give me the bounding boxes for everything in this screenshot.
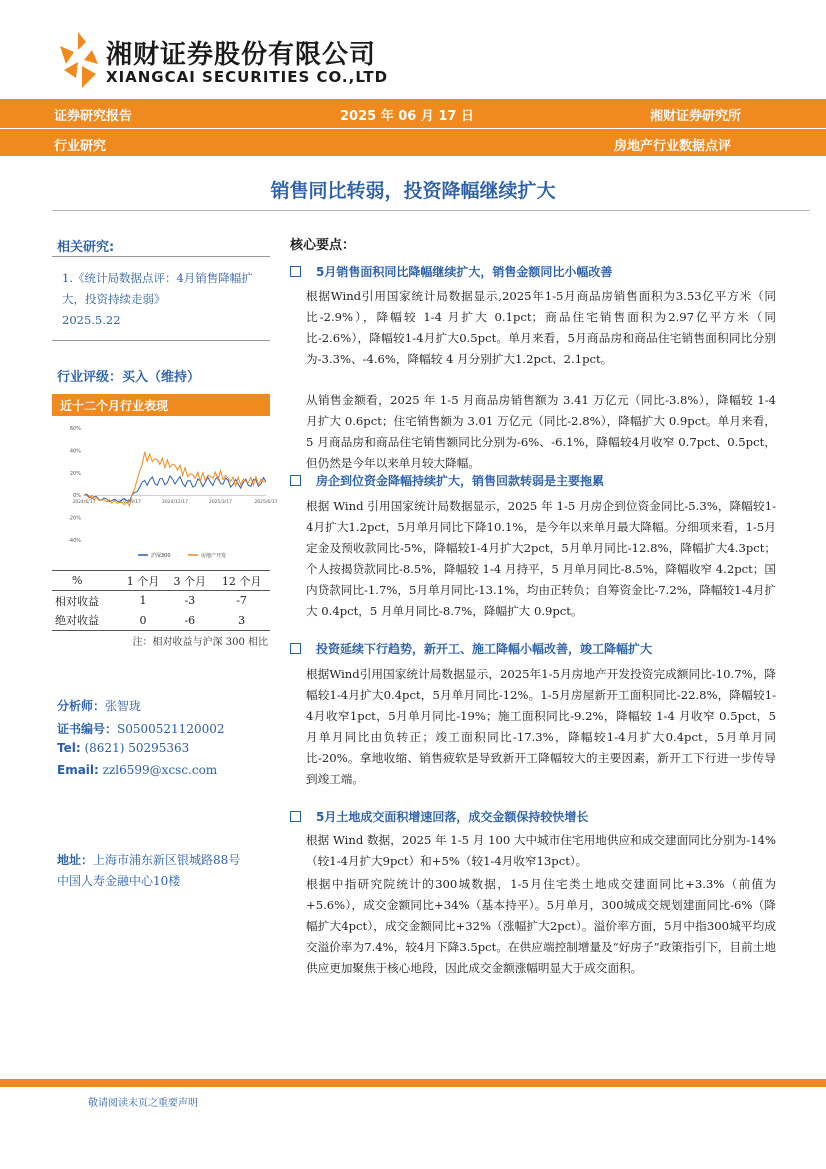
footer-disclaimer[interactable]: 敬请阅读末页之重要声明 xyxy=(88,1098,198,1109)
report-type: 证券研究报告 xyxy=(54,109,133,124)
email-address[interactable]: zzl6599@xcsc.com xyxy=(102,763,218,777)
tel-number: (8621) 50295363 xyxy=(84,741,190,755)
checkbox-bullet-icon xyxy=(290,811,301,822)
table-note: 注：相对收益与沪深 300 相比 xyxy=(132,637,268,648)
company-name-cn: 湘财证券股份有限公司 xyxy=(106,40,377,70)
chart-y-tick-label: -20% xyxy=(68,515,81,522)
chart-y-tick-label: 20% xyxy=(69,470,81,477)
table-cell: 0 xyxy=(139,613,147,627)
table-row xyxy=(52,611,270,631)
chart-y-tick-label: 0% xyxy=(73,493,81,500)
section-paragraph: 根据 Wind 数据，2025 年 1-5 月 100 大中城市住宅用地供应和成交建面同比分别为-14%（较1-4月扩大9pct）和+5%（较1-4月收窄13pct）。 xyxy=(306,833,776,868)
related-divider xyxy=(52,256,270,257)
chart-y-tick-label: -40% xyxy=(68,538,81,544)
cert-line xyxy=(57,720,225,737)
section-title: 5月销售面积同比降幅继续扩大，销售金额同比小幅改善 xyxy=(316,265,613,279)
header-band-bottom xyxy=(0,128,826,156)
chart-x-tick-label: 2024/6/17 xyxy=(72,500,96,506)
cert-number: S0500521120002 xyxy=(117,722,225,736)
header-band-top xyxy=(0,99,826,128)
table-row-label: 相对收益 xyxy=(55,594,99,608)
performance-table xyxy=(52,570,270,631)
cert-label: 证书编号： xyxy=(57,722,118,736)
performance-heading: 近十二个月行业表现 xyxy=(60,399,169,413)
core-points-heading: 核心要点： xyxy=(290,238,356,253)
table-header-cell: 12 个月 xyxy=(221,574,262,588)
related-research-list xyxy=(62,268,272,331)
related-divider-bottom xyxy=(52,340,270,341)
table-header-cell: 1 个月 xyxy=(126,574,160,588)
related-research-heading: 相关研究: xyxy=(57,240,115,255)
address-line xyxy=(57,851,240,868)
chart-legend-label: 房地产开发 xyxy=(201,553,227,559)
section-title: 5月土地成交面积增速回落，成交金额保持较快增长 xyxy=(316,810,589,824)
table-header-row xyxy=(52,571,270,591)
section-paragraph: 根据Wind引用国家统计局数据显示,2025年1-5月商品房销售面积为3.53亿平方米（同比-2.9%），降幅较 1-4 月扩大 0.1pct；商品住宅销售面积为2.97亿平方米（同比-2.6%），降幅较1-4月扩大0.5pct。单月来看，5月商品房和商品住宅销售面积同比分别为-3.3%、-4.6%，降幅较 4 月分别扩大1.2pct、2.1pct。 xyxy=(306,289,776,366)
institute-name: 湘财证券研究所 xyxy=(650,109,742,124)
chart-series-line xyxy=(84,452,266,506)
tel-line xyxy=(57,741,189,755)
address-label: 地址： xyxy=(57,853,94,867)
table-cell: 1 xyxy=(139,594,147,608)
company-logo-icon xyxy=(56,30,100,90)
report-subcategory: 房地产行业数据点评 xyxy=(614,139,732,154)
checkbox-bullet-icon xyxy=(290,643,301,654)
company-logo xyxy=(56,30,396,92)
email-line xyxy=(57,763,217,777)
performance-chart xyxy=(60,422,278,562)
section-paragraph: 根据中指研究院统计的300城数据，1-5月住宅类土地成交建面同比+3.3%（前值为+5.6%），成交金额同比+34%（基本持平）。5月单月，300城成交规划建面同比-6%（降幅扩大4pct），成交金额同比+32%（涨幅扩大2pct）。溢价率方面，5月中指300城平均成交溢价率为7.4%，较4月下降3.5pct。在供应端控制增量及“好房子”政策指引下，目前土地供应更加聚焦于核心地段，因此成交金额涨幅明显大于成交面积。 xyxy=(306,877,776,975)
footer-band xyxy=(0,1079,826,1087)
address-text: 上海市浦东新区银城路88号 xyxy=(93,853,241,867)
title-divider xyxy=(52,210,810,211)
section-paragraph: 从销售金额看，2025 年 1-5 月商品房销售额为 3.41 万亿元（同比-3.8%），降幅较 1-4 月扩大 0.6pct；住宅销售额为 3.01 万亿元（同比-2.8%），降幅扩大 0.9pct。单月来看，5 月商品房和商品住宅销售额同比分别为-6%、-6.1%，降幅较4月收窄 0.7pct、0.5pct，但仍然是今年以来单月较大降幅。 xyxy=(306,393,776,470)
chart-x-tick-label: 2024/12/17 xyxy=(162,500,188,506)
table-cell: -3 xyxy=(184,594,196,608)
report-category: 行业研究 xyxy=(54,139,107,154)
section-title: 投资延续下行趋势，新开工、施工降幅小幅改善，竣工降幅扩大 xyxy=(316,642,653,656)
chart-x-tick-label: 2024/9/17 xyxy=(117,500,142,506)
chart-y-tick-label: 60% xyxy=(69,426,81,432)
checkbox-bullet-icon xyxy=(290,475,301,486)
table-header-cell: % xyxy=(72,574,83,587)
related-item-date: 2025.5.22 xyxy=(62,313,121,327)
analyst-name: 张智珑 xyxy=(105,699,142,713)
tel-label: Tel: xyxy=(57,741,81,755)
page-title: 销售同比转弱，投资降幅继续扩大 xyxy=(270,180,556,202)
report-date: 2025 年 06 月 17 日 xyxy=(340,109,474,124)
chart-x-tick-label: 2025/3/17 xyxy=(208,500,233,506)
address-line-2: 中国人寿金融中心10楼 xyxy=(57,874,181,888)
chart-legend-label: 沪深300 xyxy=(151,553,171,559)
email-label: Email: xyxy=(57,763,99,777)
analyst-label: 分析师： xyxy=(57,699,106,713)
related-item[interactable]: 1.《统计局数据点评：4月销售降幅扩大，投资持续走弱》 xyxy=(62,271,253,306)
section-paragraph: 根据 Wind 引用国家统计局数据显示，2025 年 1-5 月房企到位资金同比-5.3%，降幅较1-4月扩大1.2pct，5月单月同比下降10.1%，是今年以来单月最大降幅。分细项来看，1-5月定金及预收款同比-5%，降幅较1-4月扩大2pct，5月单月同比-12.8%，降幅扩大4.3pct；个人按揭贷款同比-8.5%，降幅较 1-4 月持平，5 月单月同比-8.5%，降幅收窄 4.2pct；国内贷款同比-1.7%，5月单月同比-13.1%，均由正转负；自筹资金比-7.2%，降幅较1-4月扩大 0.4pct，5 月单月同比-8.7%，降幅扩大 0.9pct。 xyxy=(306,499,776,618)
section-paragraph: 根据Wind引用国家统计局数据显示，2025年1-5月房地产开发投资完成额同比-10.7%，降幅较1-4月扩大0.4pct，5月单月同比-12%。1-5月房屋新开工面积同比-22.8%，降幅较1-4月收窄1pct，5月单月同比-19%；施工面积同比-9.2%，降幅较 1-4 月收窄 0.5pct，5 月单月同比由负转正；竣工面积同比-17.3%，降幅较1-4月扩大0.4pct，5月单月同比-20%。拿地收缩、销售疲软是导致新开工降幅较大的主要因素，新开工下行进一步传导到竣工端。 xyxy=(306,667,776,786)
checkbox-bullet-icon xyxy=(290,266,301,277)
analyst-line xyxy=(57,697,141,714)
table-row xyxy=(52,591,270,611)
performance-heading-bar xyxy=(52,394,270,416)
industry-rating: 行业评级：买入（维持） xyxy=(57,370,201,385)
table-cell: -6 xyxy=(184,613,196,627)
section-title: 房企到位资金降幅持续扩大，销售回款转弱是主要拖累 xyxy=(316,474,605,488)
chart-y-tick-label: 40% xyxy=(69,448,81,455)
table-header-cell: 3 个月 xyxy=(173,574,207,588)
table-cell: 3 xyxy=(238,613,246,627)
chart-x-tick-label: 2025/6/17 xyxy=(254,500,278,506)
table-cell: -7 xyxy=(236,594,247,608)
table-row-label: 绝对收益 xyxy=(55,614,99,628)
company-name-en: XIANGCAI SECURITIES CO.,LTD xyxy=(106,68,389,86)
